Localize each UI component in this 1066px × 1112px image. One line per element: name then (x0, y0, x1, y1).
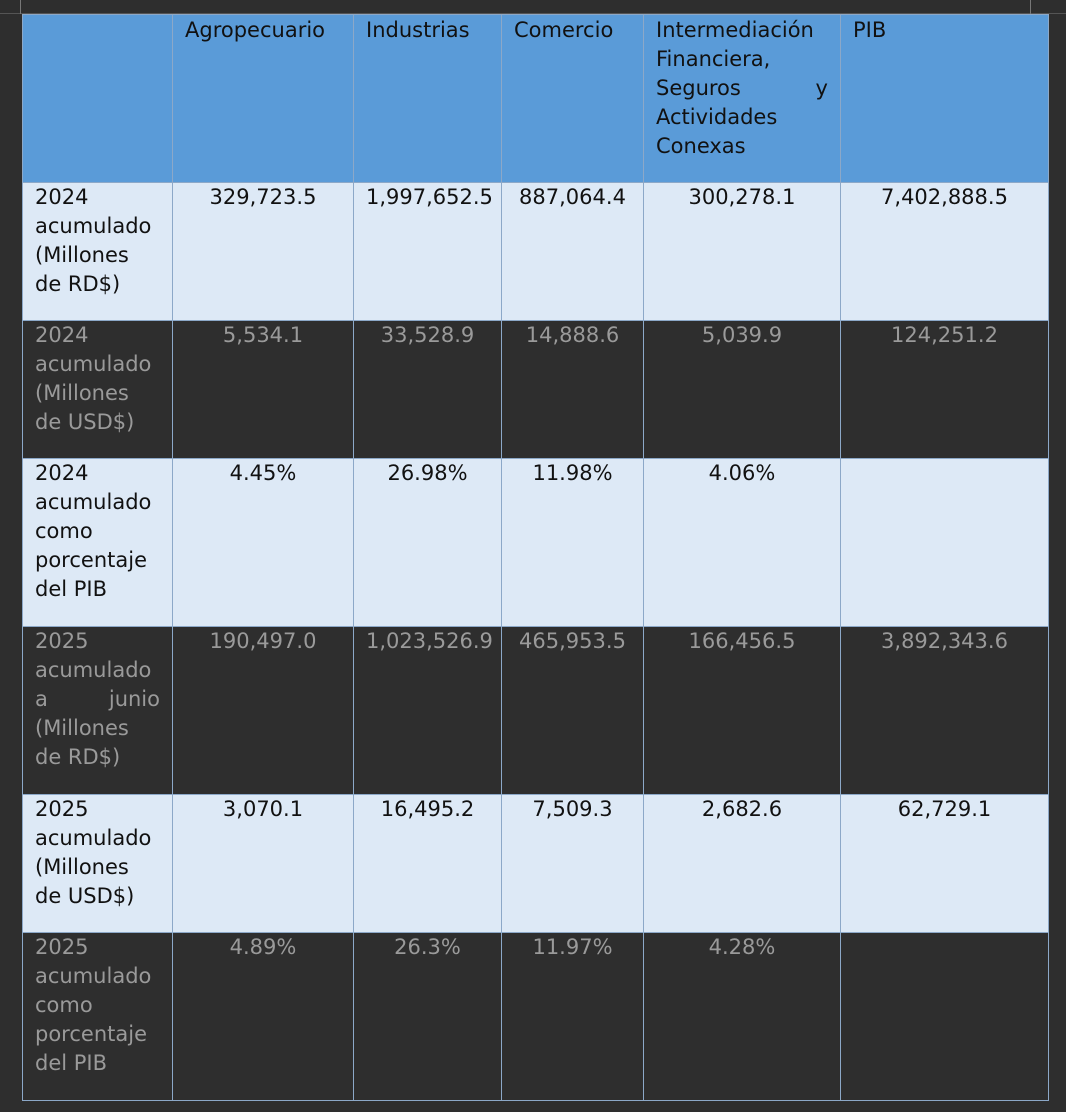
row-label: 2025 acumulado (Millones de USD$) (23, 795, 173, 933)
cell-agropecuario: 5,534.1 (173, 321, 354, 459)
row-label: 2025 acumulado como porcentaje del PIB (23, 933, 173, 1101)
cell-industrias: 1,997,652.5 (354, 183, 502, 321)
cell-pib (841, 459, 1049, 627)
cell-pib: 62,729.1 (841, 795, 1049, 933)
cell-comercio: 887,064.4 (502, 183, 644, 321)
top-border-strip (0, 0, 1066, 14)
row-label: 2024 acumulado como porcentaje del PIB (23, 459, 173, 627)
table-row (23, 795, 1049, 933)
header-cell-industrias: Industrias (354, 15, 502, 183)
top-right-tick (1030, 0, 1031, 14)
cell-pib: 124,251.2 (841, 321, 1049, 459)
cell-industrias: 26.98% (354, 459, 502, 627)
cell-industrias: 16,495.2 (354, 795, 502, 933)
top-left-tick (20, 0, 21, 14)
cell-agropecuario: 4.89% (173, 933, 354, 1101)
cell-comercio: 465,953.5 (502, 627, 644, 795)
cell-comercio: 7,509.3 (502, 795, 644, 933)
cell-intermediacion: 300,278.1 (644, 183, 841, 321)
row-label: 2024 acumulado (Millones de RD$) (23, 183, 173, 321)
cell-industrias: 1,023,526.9 (354, 627, 502, 795)
table-row (23, 627, 1049, 795)
cell-industrias: 26.3% (354, 933, 502, 1101)
table-row (23, 933, 1049, 1101)
cell-agropecuario: 190,497.0 (173, 627, 354, 795)
cell-intermediacion: 4.28% (644, 933, 841, 1101)
row-label: 2024 acumulado (Millones de USD$) (23, 321, 173, 459)
cell-comercio: 11.98% (502, 459, 644, 627)
header-cell-comercio: Comercio (502, 15, 644, 183)
table-row (23, 183, 1049, 321)
cell-comercio: 11.97% (502, 933, 644, 1101)
data-table (22, 14, 1049, 1101)
cell-agropecuario: 329,723.5 (173, 183, 354, 321)
header-cell-pib: PIB (841, 15, 1049, 183)
table-header-row (23, 15, 1049, 183)
row-label: 2025 acumulado a junio (Millones de RD$) (23, 627, 173, 795)
table-row (23, 459, 1049, 627)
cell-agropecuario: 3,070.1 (173, 795, 354, 933)
cell-agropecuario: 4.45% (173, 459, 354, 627)
cell-industrias: 33,528.9 (354, 321, 502, 459)
header-cell-empty (23, 15, 173, 183)
cell-intermediacion: 166,456.5 (644, 627, 841, 795)
cell-comercio: 14,888.6 (502, 321, 644, 459)
header-cell-intermediacion: Intermediación Financiera, Seguros y Actividades Conexas (644, 15, 841, 183)
cell-pib (841, 933, 1049, 1101)
cell-intermediacion: 4.06% (644, 459, 841, 627)
cell-pib: 3,892,343.6 (841, 627, 1049, 795)
cell-intermediacion: 5,039.9 (644, 321, 841, 459)
cell-pib: 7,402,888.5 (841, 183, 1049, 321)
header-cell-agropecuario: Agropecuario (173, 15, 354, 183)
cell-intermediacion: 2,682.6 (644, 795, 841, 933)
table-row (23, 321, 1049, 459)
